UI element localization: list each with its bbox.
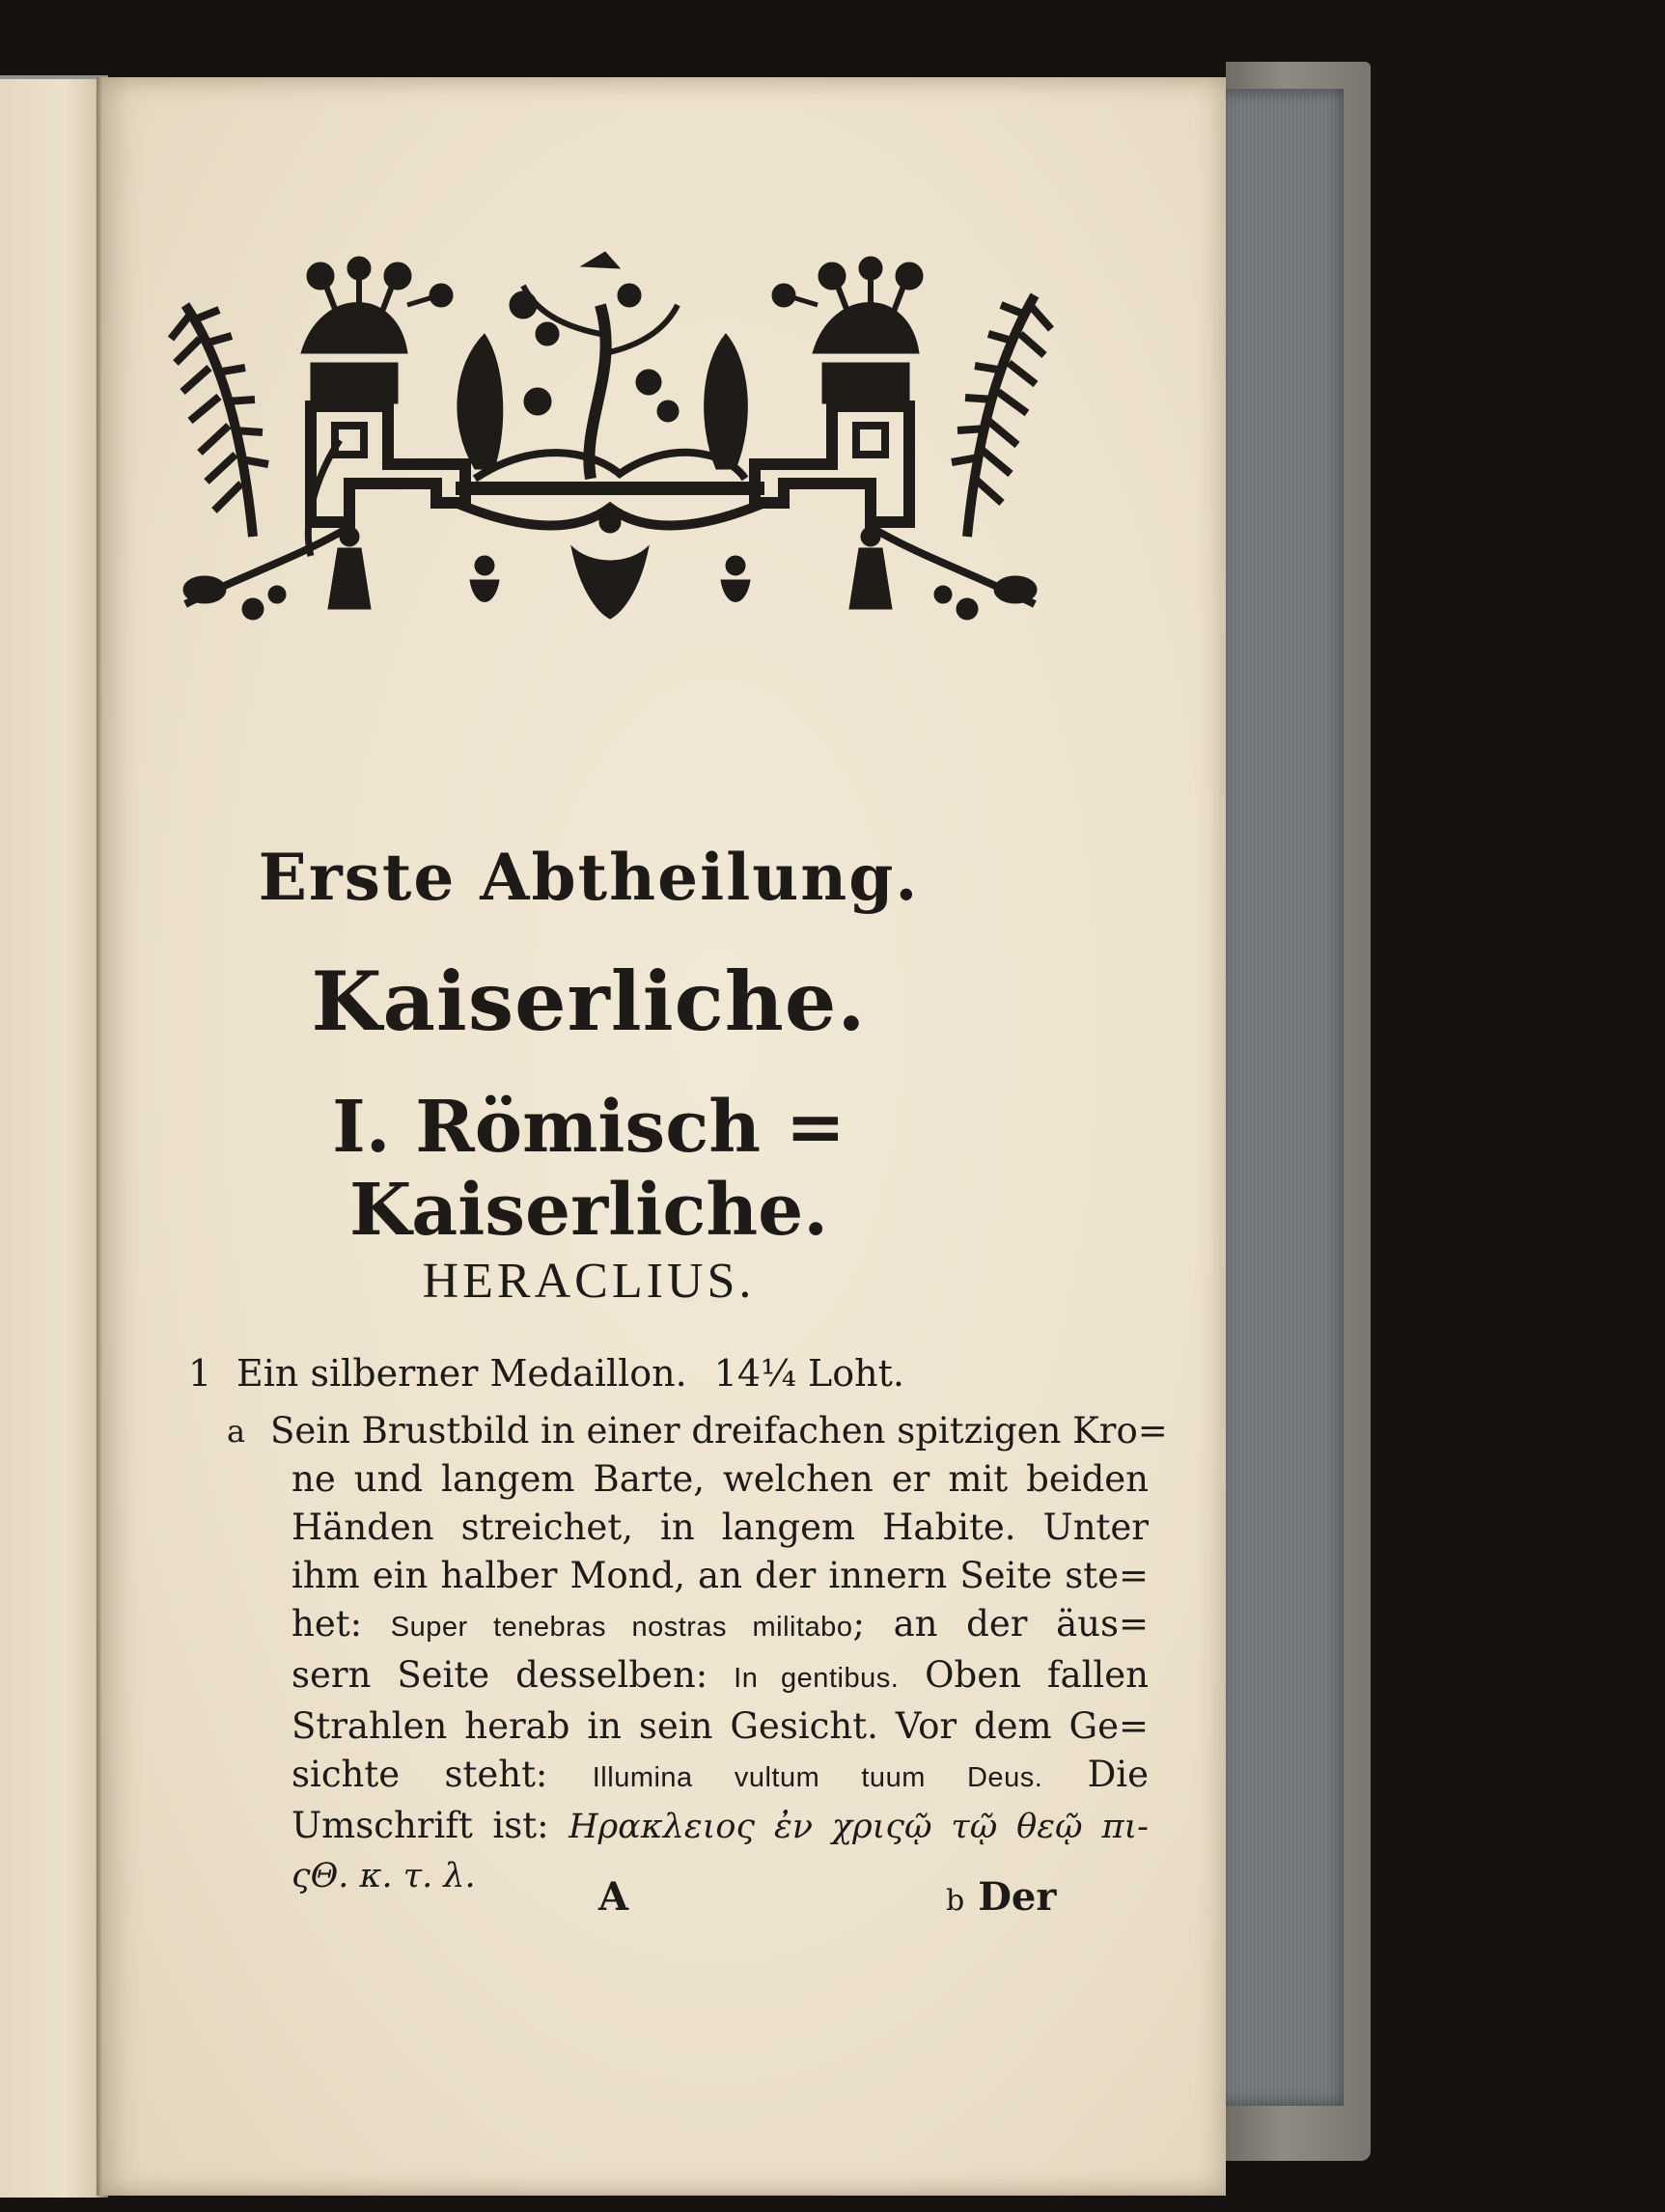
description-text: Strahlen herab in sein Gesicht. Vor dem Ge= <box>291 1705 1149 1747</box>
description-text: ; an der äus= <box>852 1603 1149 1645</box>
signature-mark: A <box>598 1874 629 1920</box>
description-line <box>270 1802 1149 1851</box>
catchword-word: Der <box>978 1874 1057 1920</box>
description-letter: a <box>227 1413 246 1450</box>
description-text: Händen streichet, in langem Habite. Unter <box>291 1507 1149 1548</box>
latin-inscription: Super tenebras nostras militabo <box>390 1612 853 1643</box>
description-text: Oben fallen <box>899 1654 1149 1696</box>
description-text: Sein Brustbild in einer dreifachen spitzigen Kro= <box>270 1410 1168 1452</box>
description-line <box>270 1751 1149 1802</box>
entry-title: Ein silberner Medaillon. <box>236 1352 687 1395</box>
description-text: Die <box>1042 1754 1149 1795</box>
description-line <box>270 1504 1149 1552</box>
description-text: het: <box>291 1603 391 1645</box>
description-text: sichte steht: <box>291 1754 593 1795</box>
center-tree-ornament <box>510 252 679 479</box>
description-line <box>270 1702 1149 1751</box>
entry-header <box>188 1349 1153 1397</box>
description-line <box>270 1407 1168 1455</box>
latin-inscription: Illumina vultum tuum Deus. <box>592 1762 1043 1793</box>
subsection-heading: I. Römisch = Kaiserliche. <box>332 1086 846 1252</box>
entry-description <box>227 1407 1168 1900</box>
section-heading: Erste Abtheilung. <box>258 840 920 915</box>
description-line <box>270 1600 1149 1651</box>
catchword <box>946 1874 1056 1920</box>
description-text: ne und langem Barte, welchen er mit beiden <box>291 1458 1149 1500</box>
ruler-heading: HERACLIUS. <box>422 1254 756 1309</box>
previous-page-edge <box>0 75 108 2198</box>
description-line <box>270 1552 1149 1600</box>
latin-inscription: In gentibus. <box>734 1663 900 1694</box>
catchword-prefix: b <box>946 1884 965 1918</box>
book-page <box>97 77 1226 2196</box>
description-text: ihm ein halber Mond, an der innern Seite ste= <box>291 1555 1149 1596</box>
entry-weight: 14¼ Loht. <box>713 1352 904 1395</box>
greek-inscription: Ηρακλειος ἐν χριςῷ τῷ θεῷ πι- <box>569 1808 1149 1846</box>
description-line <box>270 1651 1149 1702</box>
page-edges-stack <box>1218 89 1344 2106</box>
greek-inscription: ςΘ. κ. τ. λ. <box>291 1857 476 1895</box>
right-urn-ornament <box>772 257 923 403</box>
description-line <box>270 1455 1149 1504</box>
center-pendant-ornament <box>470 512 750 619</box>
catalog-entry <box>188 1349 1168 1900</box>
description-text: sern Seite desselben: <box>291 1654 735 1696</box>
entry-number: 1 <box>188 1352 212 1395</box>
description-lines <box>270 1407 1168 1900</box>
description-text: Umschrift ist: <box>291 1805 569 1846</box>
woodcut-vignette-ornament <box>166 247 1054 623</box>
category-heading: Kaiserliche. <box>311 954 867 1049</box>
